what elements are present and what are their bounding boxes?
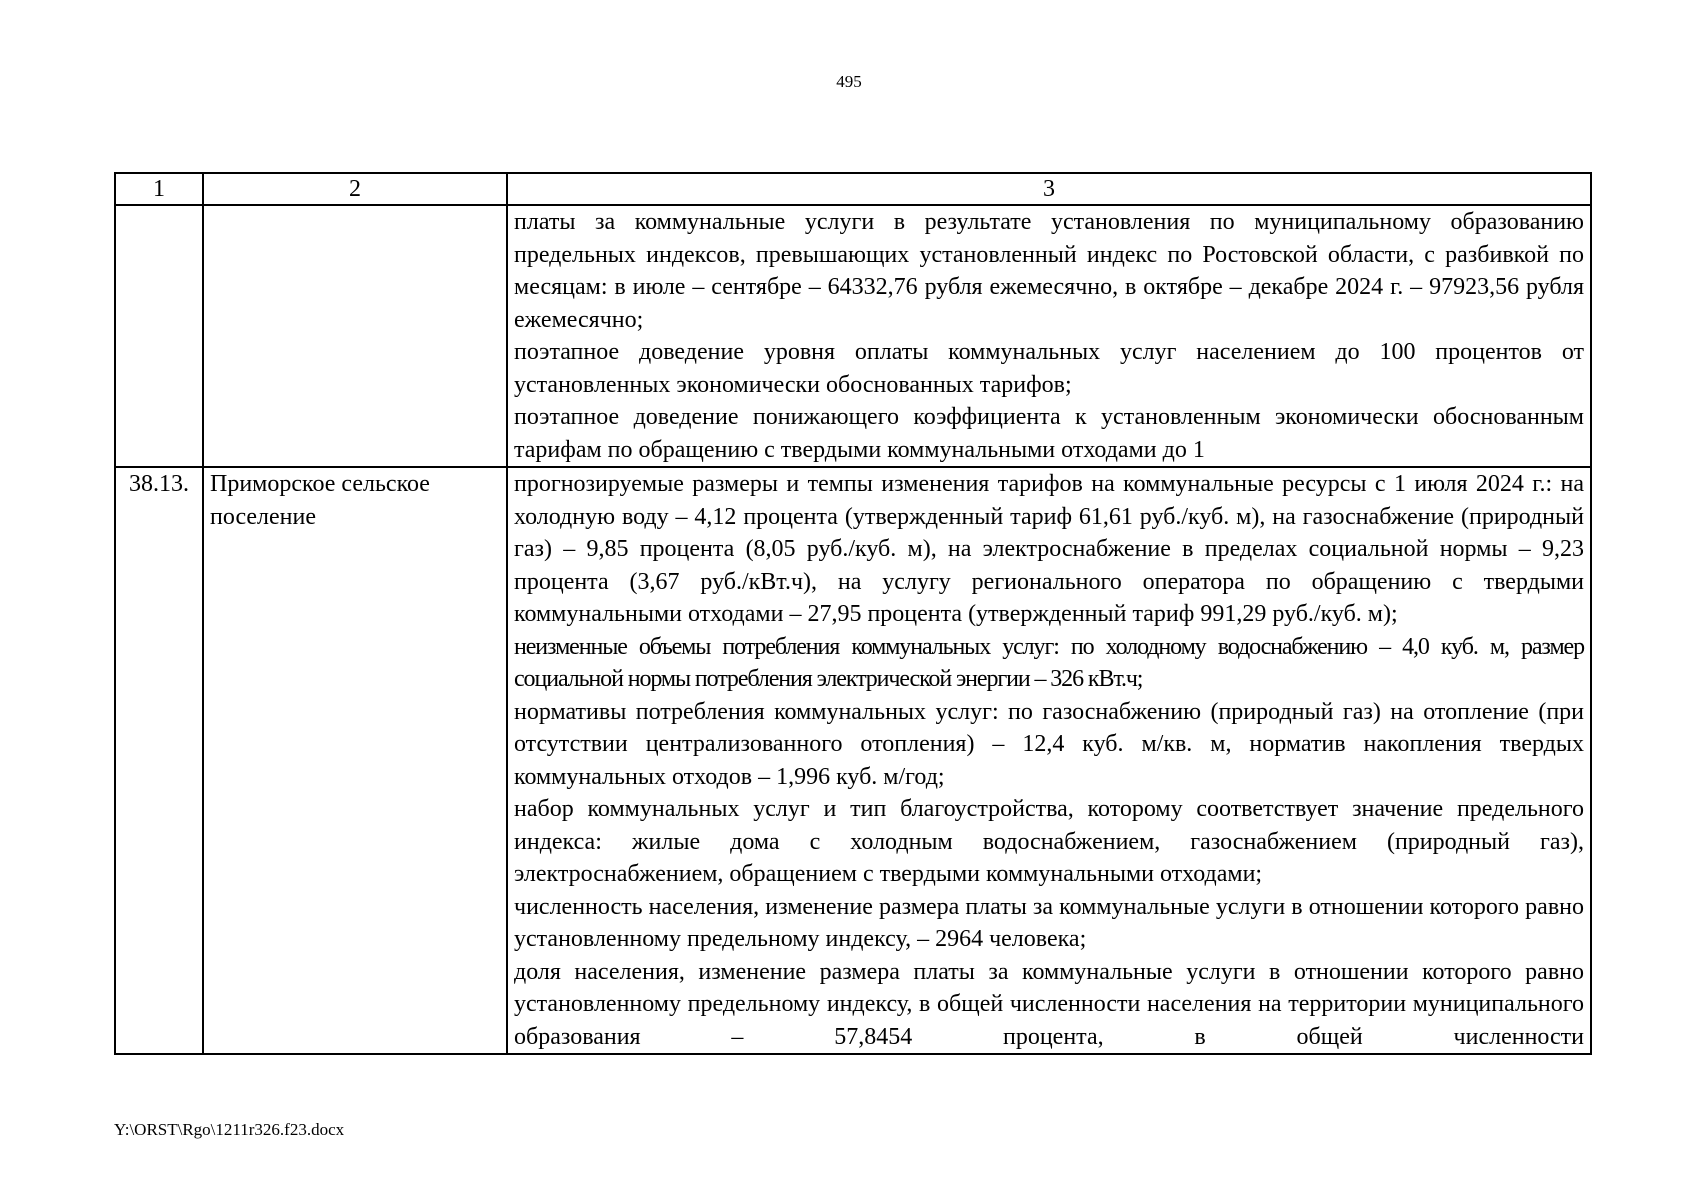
row-number-cell [115,205,203,467]
row-name-cell: Приморское сельское поселение [203,467,507,1054]
description-paragraph: поэтапное доведение уровня оплаты коммунальных услуг населением до 100 процентов от установленных экономически обоснованных тарифов; [514,339,1584,398]
description-paragraph: численность населения, изменение размера платы за коммунальные услуги в отношении которого равно установленному предельному индексу, – 2964 человека; [514,893,1584,952]
header-col-1: 1 [115,173,203,205]
table-header-row [115,173,1591,205]
table-row [115,467,1591,1054]
description-paragraph: доля населения, изменение размера платы за коммунальные услуги в отношении которого равно установленному предельному индексу, в общей численности населения на территории муниципального образования – 57,8454 процента, в общей численности [514,958,1584,1050]
description-paragraph: набор коммунальных услуг и тип благоустройства, которому соответствует значение предельного индекса: жилые дома с холодным водоснабжением, газоснабжением (природный газ), электроснабжением, обращением с твердыми коммунальными отходами; [514,796,1584,887]
page-number: 495 [836,72,862,91]
description-paragraph: прогнозируемые размеры и темпы изменения тарифов на коммунальные ресурсы с 1 июля 2024 г.: на холодную воду – 4,12 процента (утвержденный тариф 61,61 руб./куб. м), на газоснабжение (природный газ) – 9,85 процента (8,05 руб./куб. м), на электроснабжение в пределах социальной нормы – 9,23 процента (3,67 руб./кВт.ч), на услугу регионального оператора по обращению с твердыми коммунальными отходами – 27,95 процента (утвержденный тариф 991,29 руб./куб. м); [514,471,1584,627]
description-paragraph: платы за коммунальные услуги в результате установления по муниципальному образованию предельных индексов, превышающих установленный индекс по Ростовской области, с разбивкой по месяцам: в июле – сентябре – 64332,76 рубля ежемесячно, в октябре – декабре 2024 г. – 97923,56 рубля ежемесячно; [514,209,1584,333]
row-name-cell [203,205,507,467]
row-number-cell: 38.13. [115,467,203,1054]
document-table [114,172,1592,1055]
row-description-cell [507,467,1591,1054]
header-col-2: 2 [203,173,507,205]
description-paragraph: поэтапное доведение понижающего коэффициента к установленным экономически обоснованным тарифам по обращению с твердыми коммунальными отходами до 1 [514,404,1584,463]
row-description-cell [507,205,1591,467]
table-row-continuation [115,205,1591,467]
file-path-footer: Y:\ORST\Rgo\1211r326.f23.docx [114,1120,345,1139]
header-col-3: 3 [507,173,1591,205]
description-paragraph: неизменные объемы потребления коммунальных услуг: по холодному водоснабжению – 4,0 куб. м, размер социальной нормы потребления электрической энергии – 326 кВт.ч; [514,633,1584,692]
description-paragraph: нормативы потребления коммунальных услуг: по газоснабжению (природный газ) на отопление (при отсутствии централизованного отопления) – 12,4 куб. м/кв. м, норматив накопления твердых коммунальных отходов – 1,996 куб. м/год; [514,698,1584,790]
